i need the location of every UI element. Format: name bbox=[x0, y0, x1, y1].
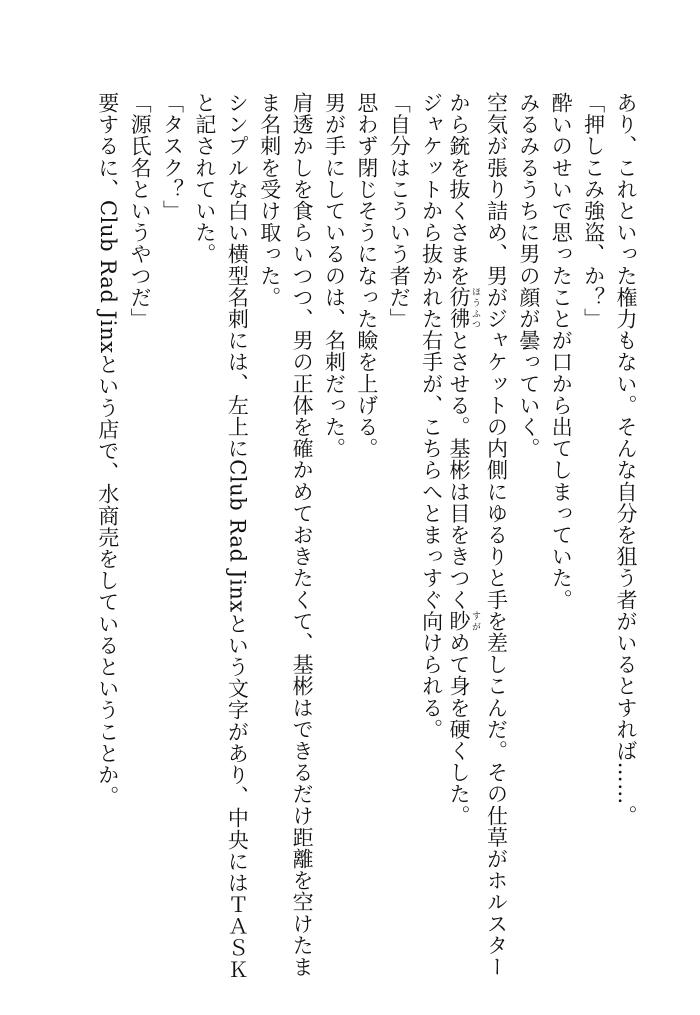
text-line-11: 肩透かしを食らいつつ、男の正体を確かめておきたくて、基彬はできるだけ距離を空けたま bbox=[290, 92, 315, 978]
vertical-text-block bbox=[58, 92, 642, 981]
text-line-13: シンプルな白い横型名刺には、左上にClub Rad Jinxという文字があり、中央にはＴＡＳＫ bbox=[225, 92, 250, 981]
text-line-14: と記されていた。 bbox=[192, 92, 217, 265]
text-line-17: 要するに、Club Rad Jinxという店で、水商売をしているということか。 bbox=[95, 92, 120, 808]
text-line-5: 空気が張り詰め、男がジャケットの内側にゆるりと手を差しこんだ。その仕草がホルスター bbox=[484, 92, 509, 978]
ruby-line-before: から銃を抜くさまを bbox=[447, 92, 472, 287]
text-line-6-with-ruby bbox=[448, 92, 480, 972]
text-line-15: 「タスク？」 bbox=[160, 92, 185, 222]
text-line-9: 思わず閉じそうになった瞼を上げる。 bbox=[354, 92, 379, 460]
text-line-3: 酔いのせいで思ったことが口から出てしまっていた。 bbox=[549, 92, 574, 611]
text-line-7: ジャケットから抜かれた右手が、こちらへとまっすぐ向けられる。 bbox=[419, 92, 444, 740]
ruby-houfutsu bbox=[447, 286, 481, 330]
ruby-suga bbox=[447, 610, 481, 633]
text-line-10: 男が手にしているのは、名刺だった。 bbox=[322, 92, 347, 460]
text-line-12: ま名刺を受け取った。 bbox=[257, 92, 282, 308]
ruby-base-suga: 眇 bbox=[447, 610, 472, 633]
ruby-line-middle: とさせる。基彬は目をきつく bbox=[447, 329, 472, 611]
ruby-reading-houfutsu: ほうふつ bbox=[470, 286, 481, 330]
ruby-reading-suga: すが bbox=[470, 610, 481, 633]
text-line-16: 「源氏名というやつだ」 bbox=[128, 92, 153, 330]
text-line-2: 「押しこみ強盗、か？」 bbox=[581, 92, 606, 330]
text-line-4: みるみるうちに男の顔が曇っていく。 bbox=[516, 92, 541, 460]
ruby-line-after: めて身を硬くした。 bbox=[447, 632, 472, 827]
text-line-1: あり、これといった権力もない。そんな自分を狙う者がいるとすれば……。 bbox=[614, 92, 638, 827]
text-line-8: 「自分はこういう者だ」 bbox=[387, 92, 412, 330]
ruby-base-houfutsu: 彷彿 bbox=[447, 286, 472, 330]
